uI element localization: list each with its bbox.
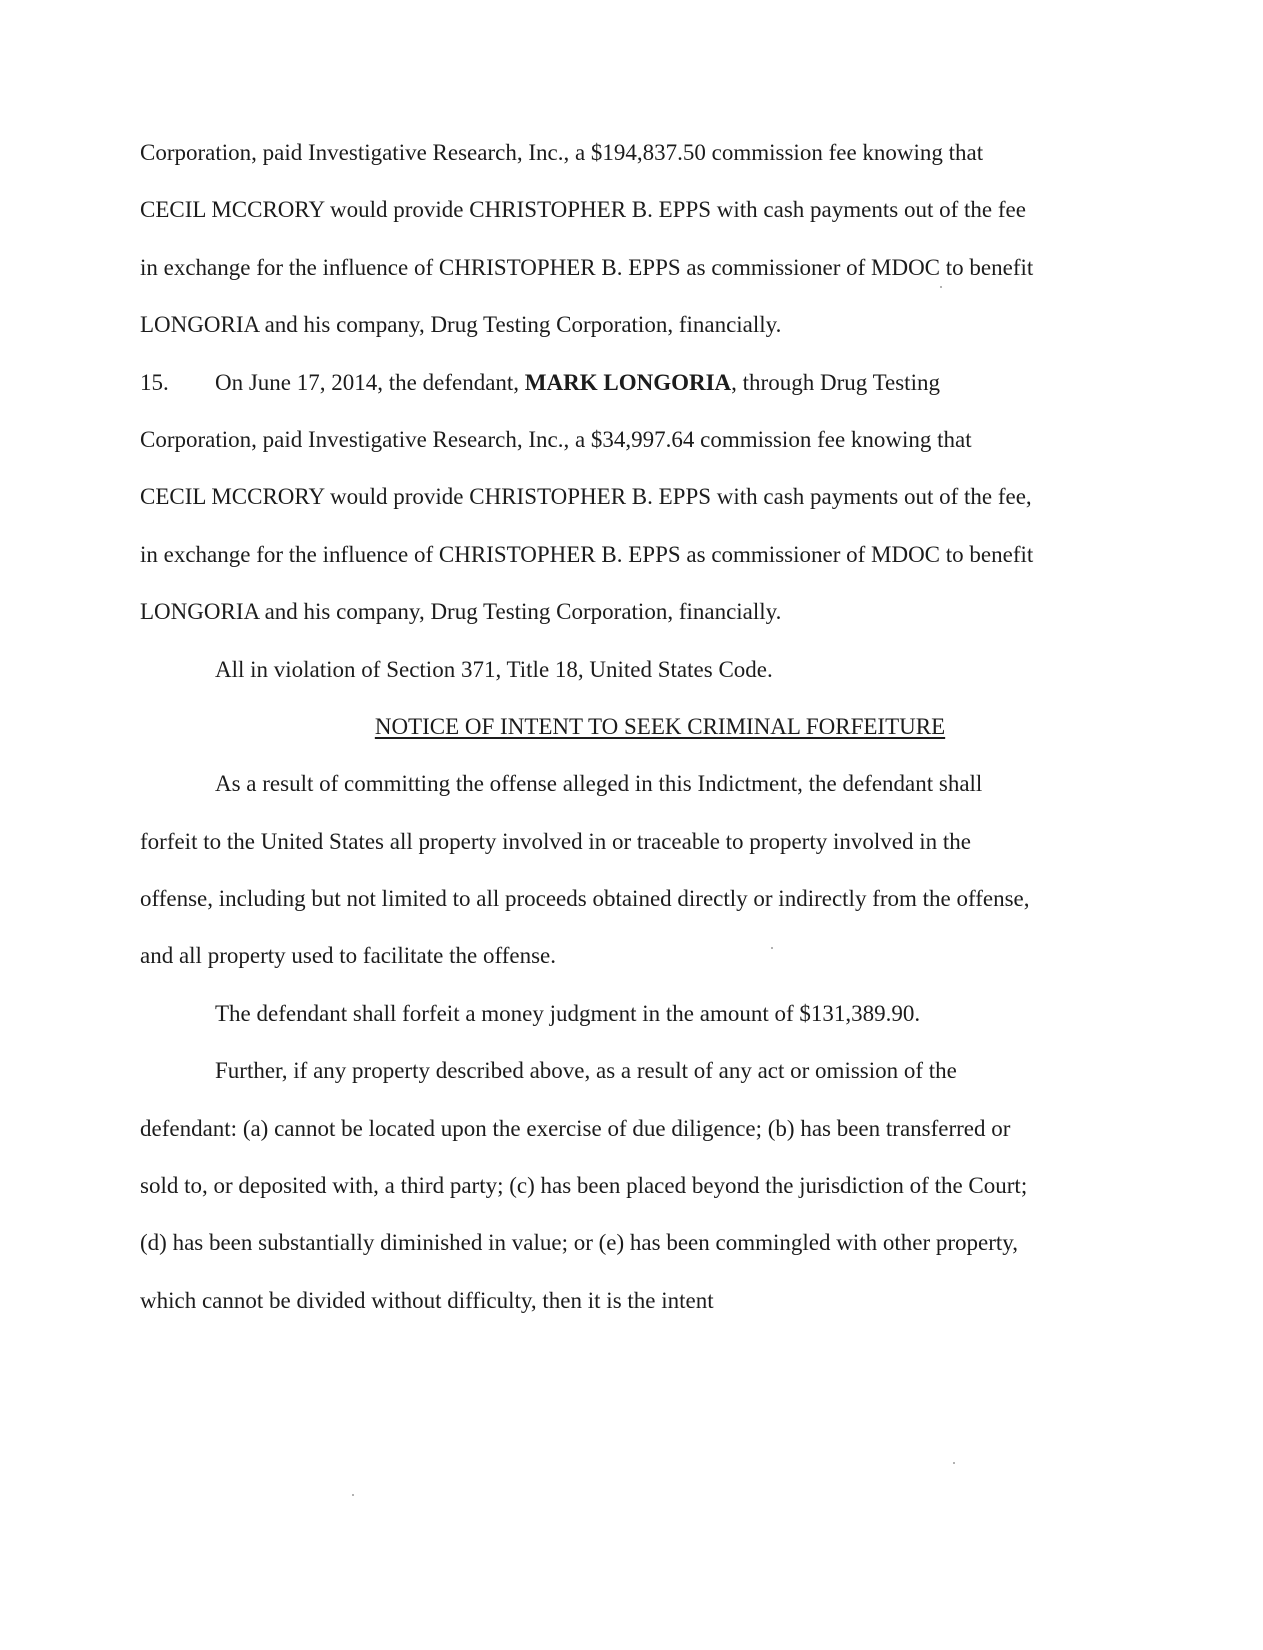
text-line: Corporation, paid Investigative Research, Inc., a $34,997.64 commission fee knowing that (140, 426, 972, 452)
text-line: forfeit to the United States all property involved in or traceable to property involved in the (140, 828, 971, 854)
text-line: in exchange for the influence of CHRISTOPHER B. EPPS as commissioner of MDOC to benefit (140, 254, 1034, 280)
text-line: in exchange for the influence of CHRISTOPHER B. EPPS as commissioner of MDOC to benefit (140, 541, 1034, 567)
paragraph-15-first-line (140, 367, 1140, 424)
text-run: , through Drug Testing (731, 369, 940, 395)
text-line: defendant: (a) cannot be located upon the exercise of due diligence; (b) has been transferred or (140, 1115, 1011, 1141)
text-line: CECIL MCCRORY would provide CHRISTOPHER B. EPPS with cash payments out of the fee, (140, 484, 1032, 510)
money-judgment-line: The defendant shall forfeit a money judgment in the amount of $131,389.90. (215, 1000, 921, 1026)
document-body (140, 137, 1140, 1342)
text-line: offense, including but not limited to all proceeds obtained directly or indirectly from the offense, (140, 886, 1030, 912)
text-line: Further, if any property described above, as a result of any act or omission of the (215, 1058, 957, 1084)
text-line: LONGORIA and his company, Drug Testing Corporation, financially. (140, 599, 782, 625)
scan-speck (940, 286, 942, 288)
text-line: CECIL MCCRORY would provide CHRISTOPHER B. EPPS with cash payments out of the fee (140, 197, 1026, 223)
defendant-name: MARK LONGORIA (524, 369, 732, 395)
text-line: sold to, or deposited with, a third party; (c) has been placed beyond the jurisdiction of the Court; (140, 1173, 1028, 1199)
violation-statement: All in violation of Section 371, Title 18, United States Code. (215, 656, 773, 682)
text-line: Corporation, paid Investigative Research, Inc., a $194,837.50 commission fee knowing that (140, 140, 984, 165)
text-line: LONGORIA and his company, Drug Testing Corporation, financially. (140, 312, 782, 338)
text-line: and all property used to facilitate the offense. (140, 943, 556, 969)
text-run: On June 17, 2014, the defendant, (215, 369, 525, 395)
text-line: (d) has been substantially diminished in value; or (e) has been commingled with other property, (140, 1230, 1019, 1256)
paragraph-number: 15. (140, 369, 169, 395)
section-heading: NOTICE OF INTENT TO SEEK CRIMINAL FORFEITURE (374, 713, 946, 739)
text-line: As a result of committing the offense alleged in this Indictment, the defendant shall (215, 771, 983, 797)
scan-speck (953, 1462, 955, 1464)
scan-speck (771, 947, 773, 949)
text-line: which cannot be divided without difficulty, then it is the intent (140, 1287, 714, 1313)
scan-speck (352, 1494, 354, 1496)
